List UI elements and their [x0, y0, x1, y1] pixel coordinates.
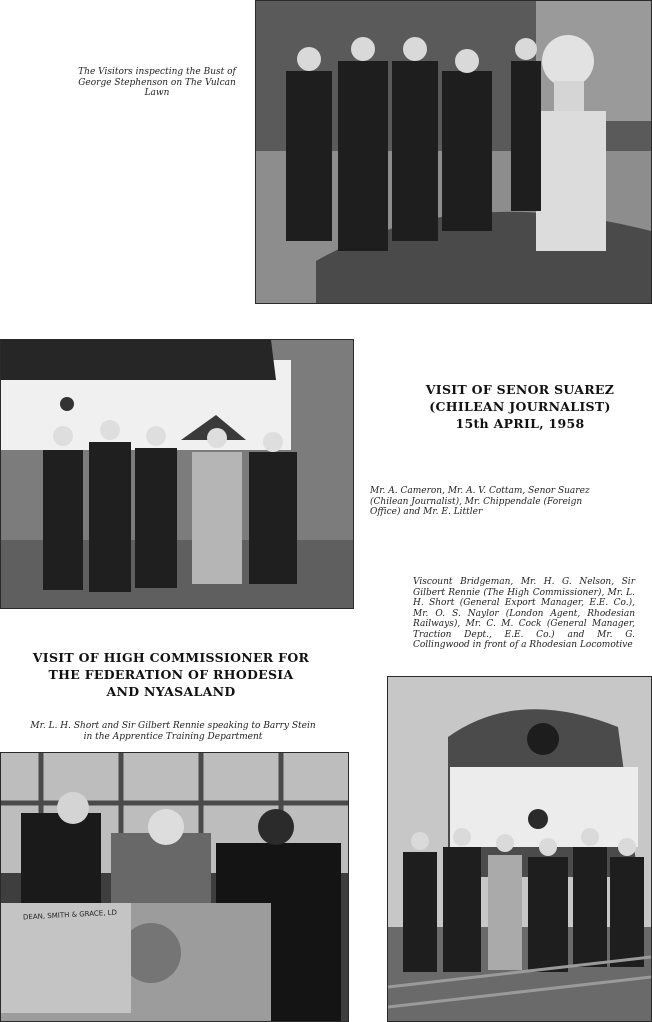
heading-line: 15th APRIL, 1958 [455, 416, 585, 431]
lathe-maker-plate: DEAN, SMITH & GRACE, LD [22, 908, 118, 922]
heading-line: VISIT OF SENOR SUAREZ [425, 382, 615, 397]
caption-stephenson-bust: The Visitors inspecting the Bust of George Stephenson on The Vulcan Lawn [78, 67, 236, 98]
heading-high-commissioner [22, 649, 320, 700]
caption-apprentice-training: Mr. L. H. Short and Sir Gilbert Rennie speaking to Barry Stein in the Apprentice Training Department [30, 721, 316, 742]
photo-visitors-at-bust [255, 0, 652, 304]
heading-line: VISIT OF HIGH COMMISSIONER FOR [32, 650, 310, 665]
photo-suarez-group [0, 339, 354, 609]
photo-apprentice-training [0, 752, 349, 1022]
heading-line: AND NYASALAND [106, 684, 236, 699]
heading-line: THE FEDERATION OF RHODESIA [48, 667, 294, 682]
photo-rhodesian-locomotive [387, 676, 652, 1022]
caption-rhodesian-locomotive: Viscount Bridgeman, Mr. H. G. Nelson, Sir Gilbert Rennie (The High Commissioner), Mr. L. H. Short (General Export Manager, E.E. Co.), Mr. O. S. Naylor (London Agent, Rhodesian Railways), Mr. C. M. Cock (General Manager, Traction Dept., E.E. Co.) and Mr. G. Collingwood in front of a Rhodesian Locomotive [413, 577, 635, 650]
caption-suarez-group: Mr. A. Cameron, Mr. A. V. Cottam, Senor Suarez (Chilean Journalist), Mr. Chippendale (Foreign Office) and Mr. E. Littler [370, 486, 590, 517]
heading-senor-suarez [400, 381, 640, 432]
heading-line: (CHILEAN JOURNALIST) [429, 399, 611, 414]
